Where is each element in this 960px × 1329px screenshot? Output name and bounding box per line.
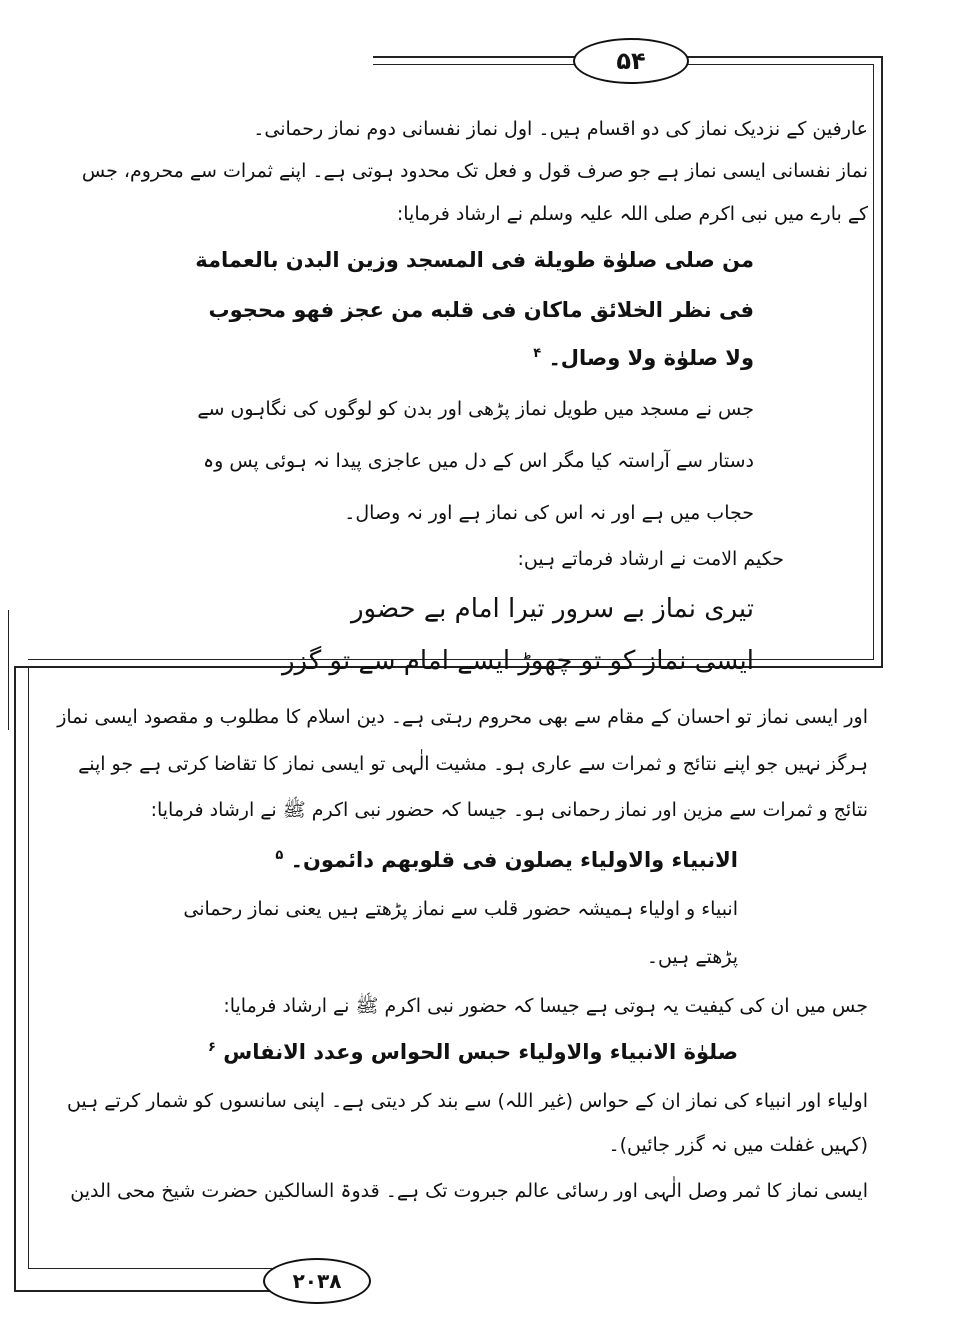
- translation-line-1: جس نے مسجد میں طویل نماز پڑھی اور بدن کو لوگوں کی نگاہوں سے: [197, 398, 754, 420]
- page-number-bottom: ۲۰۳۸: [292, 1269, 342, 1293]
- frame-bottom-line-inner: [28, 1268, 278, 1269]
- arabic-hadith-line-4: [275, 848, 738, 872]
- arabic-hadith-line-4-text: الانبياء والاولياء يصلون فى قلوبهم دائمون۔: [290, 848, 738, 872]
- text-line-2: نماز نفسانی ایسی نماز ہے جو صرف قول و فعل تک محدود ہوتی ہے۔ اپنے ثمرات سے محروم، جس: [81, 160, 868, 182]
- text-line-5: ہرگز نہیں جو اپنے نتائج و ثمرات سے عاری ہو۔ مشیت الٰہی تو ایسی نماز کا تقاضا کرتی ہے جو اپنے: [78, 753, 868, 775]
- arabic-hadith-line-5-text: صلوٰة الانبياء والاولياء حبس الحواس وعدد الانفاس: [223, 1040, 738, 1064]
- arabic-hadith-line-1: من صلى صلوٰة طويلة فى المسجد وزين البدن بالعمامة: [195, 248, 754, 272]
- frame-left-line-inner: [28, 668, 29, 1268]
- frame-bottom-line-outer: [14, 1290, 278, 1292]
- text-line-3: کے بارے میں نبی اکرم صلی اللہ علیہ وسلم نے ارشاد فرمایا:: [396, 203, 868, 225]
- footnote-marker-5: ۵: [275, 848, 284, 863]
- text-line-1: عارفین کے نزدیک نماز کی دو اقسام ہیں۔ اول نماز نفسانی دوم نماز رحمانی۔: [253, 118, 868, 140]
- text-line-9: (کہیں غفلت میں نہ گزر جائیں)۔: [608, 1134, 868, 1156]
- poetry-line-1: تیری نماز بے سرور تیرا امام بے حضور: [351, 594, 754, 624]
- arabic-hadith-line-3-text: ولا صلوٰة ولا وصال۔: [548, 346, 754, 370]
- arabic-hadith-line-3: [533, 346, 754, 370]
- translation-line-5: پڑھتے ہیں۔: [646, 946, 738, 968]
- translation-line-4: انبیاء و اولیاء ہمیشہ حضور قلب سے نماز پڑھتے ہیں یعنی نماز رحمانی: [183, 898, 738, 920]
- frame-right-line-outer: [881, 56, 883, 666]
- text-line-10: ایسی نماز کا ثمر وصل الٰہی اور رسائی عالم جبروت تک ہے۔ قدوۃ السالکین حضرت شیخ محی الدین: [70, 1180, 868, 1202]
- page-number-top: ۵۴: [616, 47, 646, 75]
- text-line-8: اولیاء اور انبیاء کی نماز ان کے حواس (غیر اللہ) سے بند کر دیتی ہے۔ اپنی سانسوں کو شمار کرتے ہیں: [66, 1090, 868, 1112]
- arabic-hadith-line-2: فى نظر الخلائق ماكان فى قلبه من عجز فهو محجوب: [208, 298, 754, 322]
- footnote-marker-4: ۴: [533, 346, 542, 361]
- quote-intro-line: حکیم الامت نے ارشاد فرماتے ہیں:: [517, 548, 784, 570]
- text-line-7: جس میں ان کی کیفیت یہ ہوتی ہے جیسا کہ حضور نبی اکرم ﷺ نے ارشاد فرمایا:: [223, 995, 868, 1017]
- footnote-marker-6: ۶: [207, 1040, 216, 1055]
- page-number-oval-bottom: [263, 1258, 371, 1304]
- frame-right-line-inner: [873, 64, 874, 660]
- frame-left-line-outer: [14, 666, 16, 1290]
- poetry-line-2: ایسی نماز کو تو چھوڑ ایسے امام سے تو گزر: [282, 646, 754, 676]
- translation-line-3: حجاب میں ہے اور نہ اس کی نماز ہے اور نہ وصال۔: [344, 502, 754, 524]
- page-number-oval-top: [573, 38, 689, 84]
- translation-line-2: دستار سے آراستہ کیا مگر اس کے دل میں عاجزی پیدا نہ ہوئی پس وہ: [202, 450, 754, 472]
- text-line-4: اور ایسی نماز تو احسان کے مقام سے بھی محروم رہتی ہے۔ دین اسلام کا مطلوب و مقصود ایسی نماز: [57, 706, 868, 728]
- arabic-hadith-line-5: [208, 1040, 738, 1064]
- frame-left-line-top: [8, 610, 9, 730]
- text-line-6: نتائج و ثمرات سے مزین اور نماز رحمانی ہو۔ جیسا کہ حضور نبی اکرم ﷺ نے ارشاد فرمایا:: [150, 799, 868, 821]
